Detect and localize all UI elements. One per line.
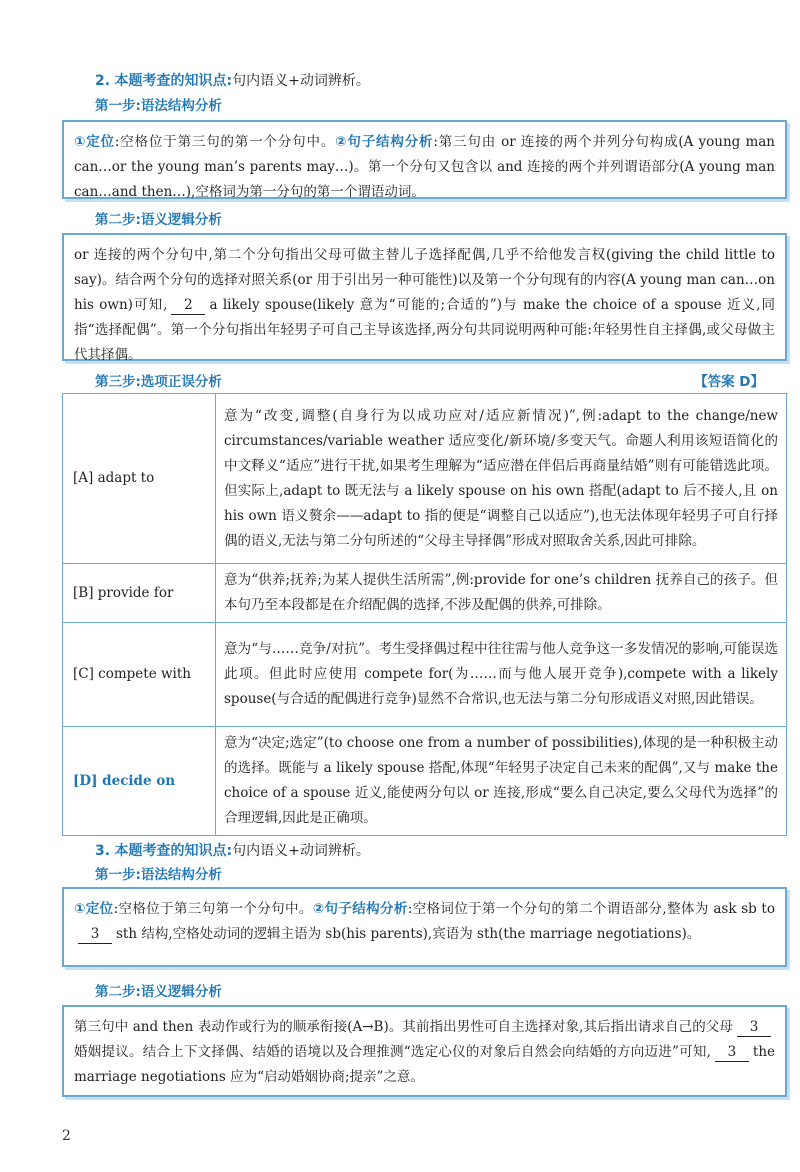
option-d-label: [D] decide on [63, 727, 216, 836]
q3-step1-t2a: :空格词位于第一个分句的第二个谓语部分,整体为 ask sb to [407, 901, 775, 917]
q2-step2-title: 第二步:语义逻辑分析 [95, 212, 222, 228]
q3-title [95, 840, 370, 860]
option-b-label: [B] provide for [63, 564, 216, 623]
option-row-d [63, 727, 787, 836]
answer-label: 【答案 D】 [694, 374, 764, 390]
q2-step1-t1: :空格位于第三句的第一个分句中。 [114, 134, 336, 150]
option-a-text: 意为“改变,调整(自身行为以成功应对/适应新情况)”,例:adapt to the change/new circumstances/variable weather 适应变化/新环境/多变天气。命题人利用该短语简化的中文释义“适应”进行干扰,如果考生理解为“适应潜在伴侣后再商量结婚”则有可能错选此项。但实际上,adapt to 既无法与 a likely spouse on his own 搭配(adapt to 后不接人,且 on his own 语义赘余——adapt to 指的便是“调整自己以适应”),也无法体现年轻男子可自行择偶的语义,无法与第二分句所述的“父母主导择偶”形成对照取舍关系,因此可排除。 [216, 394, 787, 564]
q2-step1-title: 第一步:语法结构分析 [95, 98, 222, 114]
q2-step1-box [62, 120, 787, 199]
q3-title-num: 3. [95, 843, 111, 859]
option-d-text: 意为“决定;选定”(to choose one from a number of possibilities),体现的是一种积极主动的选择。既能与 a likely spouse 搭配,体现“年轻男子决定自己未来的配偶”,又与 make the choice of a spouse 近义,能使两分句以 or 连接,形成“要么自己决定,要么父母代为选择”的合理逻辑,因此是正确项。 [216, 727, 787, 836]
q3-step2-t2: 婚姻提议。结合上下文择偶、结婚的语境以及合理推测“选定心仪的对象后自然会向结婚的方向迈进”可知, [74, 1044, 711, 1060]
option-b-text: 意为“供养;抚养;为某人提供生活所需”,例:provide for one’s children 抚养自己的孩子。但本句乃至本段都是在介绍配偶的选择,不涉及配偶的供养,可排除。 [216, 564, 787, 623]
q3-step2-blank2: 3 [715, 1044, 749, 1062]
q2-step1-t2: :第三句由 or 连接的两个并列分句构成(A young man can…or the young man’s parents may…)。第一个分句又包含以 and 连接的两个并列谓语部分(A young man can…and then…),空格词为第一分句的第一个谓语动词。 [74, 134, 775, 200]
q3-step2-t3: the marriage negotiations 应为“启动婚姻协商;提亲”之意。 [74, 1044, 775, 1085]
option-row-b [63, 564, 787, 623]
q3-step1-hl2: ②句子结构分析 [312, 901, 408, 917]
option-row-a [63, 394, 787, 564]
q3-step2-title: 第二步:语义逻辑分析 [95, 984, 222, 1000]
q2-step1-hl1: ①定位 [74, 134, 115, 150]
q3-title-colon: : [226, 843, 233, 859]
q3-step1-title: 第一步:语法结构分析 [95, 867, 222, 883]
q3-step1-hl1: ①定位 [74, 901, 114, 917]
q3-title-plain: 句内语义+动词辨析。 [232, 843, 370, 859]
q2-title-plain: 句内语义+动词辨析。 [232, 73, 370, 89]
q2-step1-hl2: ②句子结构分析 [335, 134, 434, 150]
q3-step2-blank1: 3 [737, 1019, 771, 1037]
options-table [62, 393, 787, 836]
q2-title [95, 70, 370, 90]
q3-title-bold: 本题考查的知识点 [114, 843, 227, 859]
q3-step1-box [62, 887, 787, 967]
page-number: 2 [62, 1128, 71, 1144]
q3-step1-blank: 3 [78, 926, 112, 944]
q2-step2-box [62, 233, 787, 361]
option-c-text: 意为“与……竞争/对抗”。考生受择偶过程中往往需与他人竞争这一多发情况的影响,可能误选此项。但此时应使用 compete for(为……而与他人展开竞争),compete with a likely spouse(与合适的配偶进行竞争)显然不合常识,也无法与第二分句形成语义对照,因此错误。 [216, 623, 787, 727]
q2-title-bold: 本题考查的知识点 [114, 73, 227, 89]
q3-step1-t2b: sth 结构,空格处动词的逻辑主语为 sb(his parents),宾语为 sth(the marriage negotiations)。 [116, 926, 701, 942]
q2-step3-title: 第三步:选项正误分析 [95, 374, 222, 390]
q2-title-colon: : [226, 73, 233, 89]
q2-step2-t2: a likely spouse(likely 意为“可能的;合适的”)与 make the choice of a spouse 近义,同指“选择配偶”。第一个分句指出年轻男子可自己主导该选择,两分句共同说明两种可能:年轻男性自主择偶,或父母做主代其择偶。 [74, 297, 775, 363]
q3-step2-t1: 第三句中 and then 表动作或行为的顺承衔接(A→B)。其前指出男性可自主选择对象,其后指出请求自己的父母 [74, 1019, 733, 1035]
q2-step2-blank: 2 [171, 297, 205, 315]
option-row-c [63, 623, 787, 727]
option-a-label: [A] adapt to [63, 394, 216, 564]
q2-title-num: 2. [95, 73, 111, 89]
q3-step2-box [62, 1005, 787, 1097]
q2-step2-t1: or 连接的两个分句中,第二个分句指出父母可做主替儿子选择配偶,几乎不给他发言权(giving the child little to say)。结合两个分句的选择对照关系(or 用于引出另一种可能性)以及第一个分句现有的内容(A young man can…on his own)可知, [74, 247, 775, 313]
option-c-label: [C] compete with [63, 623, 216, 727]
q3-step1-t1: :空格位于第三句第一个分句中。 [113, 901, 313, 917]
